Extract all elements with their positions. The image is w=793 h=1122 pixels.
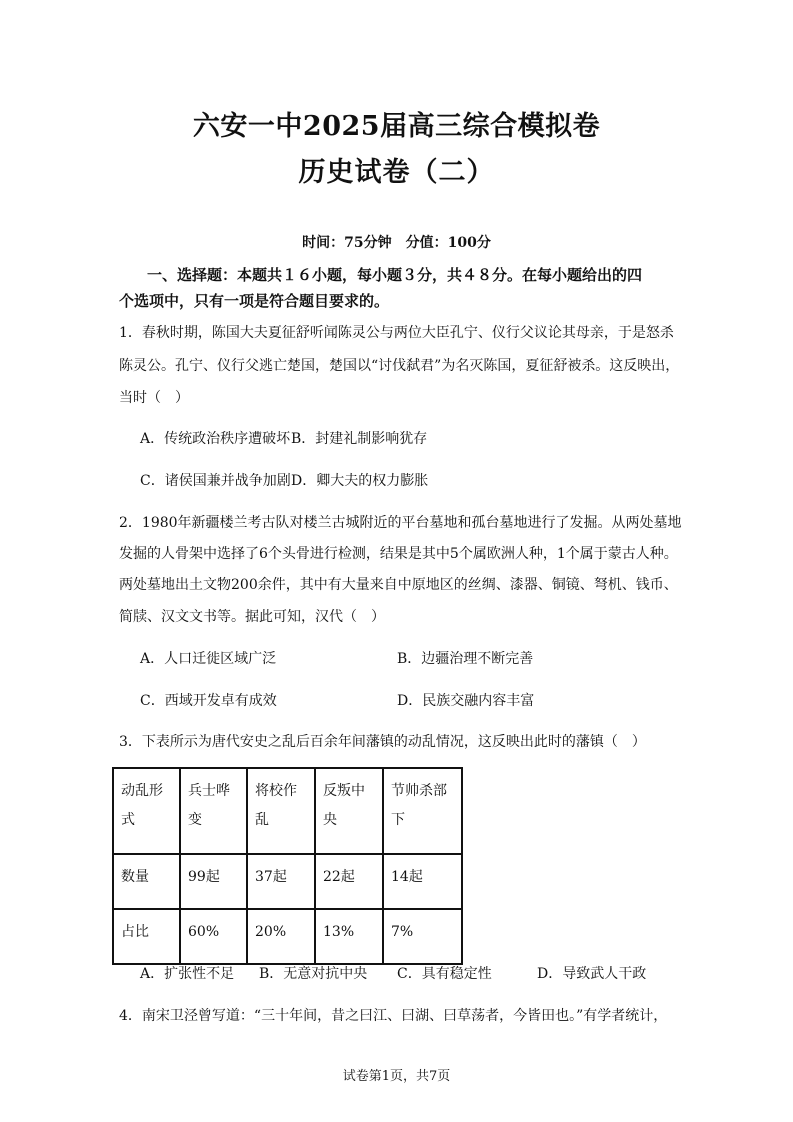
table-header-cell: 将校作 乱 — [247, 768, 315, 854]
table-cell: 20% — [247, 909, 315, 964]
q2-option-d: D．民族交融内容丰富 — [397, 693, 535, 709]
table-header-cell: 动乱形 式 — [113, 768, 180, 854]
q2-option-b: B．边疆治理不断完善 — [397, 651, 534, 667]
table-header-cell: 反叛中 央 — [315, 768, 383, 854]
q2-line4: 简牍、汉文文书等。据此可知，汉代（ ） — [119, 609, 385, 625]
exam-title: 六安一中2025届高三综合模拟卷 — [192, 111, 601, 142]
q1-option-a: A．传统政治秩序遭破坏 — [140, 431, 291, 447]
exam-meta: 时间：75分钟 分值：100分 — [302, 235, 491, 251]
q4-line1: 4．南宋卫泾曾写道：“三十年间，昔之曰江、曰湖、曰草荡者，今皆田也。”有学者统计， — [119, 1008, 668, 1024]
table-row — [113, 854, 462, 909]
table-cell: 数量 — [113, 854, 180, 909]
table-header-row — [113, 768, 462, 854]
q1-line2: 陈灵公。孔宁、仪行父逃亡楚国，楚国以“讨伐弑君”为名灭陈国，夏征舒被杀。这反映出， — [119, 358, 680, 374]
q2-option-a: A．人口迁徙区域广泛 — [140, 651, 277, 667]
table-header-cell: 兵士哗 变 — [180, 768, 247, 854]
section-heading-line1: 一、选择题：本题共１６小题，每小题３分，共４８分。在每小题给出的四 — [147, 266, 643, 284]
table-row — [113, 909, 462, 964]
section-heading-line2: 个选项中，只有一项是符合题目要求的。 — [119, 292, 390, 310]
q2-line3: 两处墓地出土文物200余件，其中有大量来自中原地区的丝绸、漆器、铜镜、弩机、钱币、 — [119, 577, 678, 593]
page-footer: 试卷第1页，共7页 — [342, 1069, 451, 1084]
q1-line3: 当时（ ） — [119, 390, 189, 406]
q3-option-a: A．扩张性不足 — [140, 966, 235, 982]
q1-option-b: B．封建礼制影响犹存 — [291, 431, 428, 447]
q3-option-c: C．具有稳定性 — [397, 966, 492, 982]
q2-line1: 2．1980年新疆楼兰考古队对楼兰古城附近的平台墓地和孤台墓地进行了发掘。从两处墓地 — [119, 515, 682, 531]
q1-option-c: C．诸侯国兼并战争加剧 — [140, 473, 291, 489]
table-cell: 37起 — [247, 854, 315, 909]
q2-option-c: C．西域开发卓有成效 — [140, 693, 277, 709]
table-cell: 占比 — [113, 909, 180, 964]
table-cell: 60% — [180, 909, 247, 964]
q1-option-d: D．卿大夫的权力膨胀 — [291, 473, 429, 489]
table-cell: 22起 — [315, 854, 383, 909]
q1-line1: 1．春秋时期，陈国大夫夏征舒听闻陈灵公与两位大臣孔宁、仪行父议论其母亲，于是怒杀 — [119, 325, 674, 341]
table-cell: 13% — [315, 909, 383, 964]
table-header-cell: 节帅杀部 下 — [383, 768, 462, 854]
q3-table — [112, 767, 463, 965]
table-cell: 14起 — [383, 854, 462, 909]
q2-line2: 发掘的人骨架中选择了6个头骨进行检测，结果是其中5个属欧洲人种，1个属于蒙古人种。 — [119, 546, 678, 562]
table-cell: 7% — [383, 909, 462, 964]
q3-option-d: D．导致武人干政 — [537, 966, 647, 982]
q3-option-b: B．无意对抗中央 — [259, 966, 368, 982]
exam-subtitle: 历史试卷（二） — [298, 157, 495, 188]
q3-stem: 3．下表所示为唐代安史之乱后百余年间藩镇的动乱情况，这反映出此时的藩镇（ ） — [119, 734, 646, 750]
table-cell: 99起 — [180, 854, 247, 909]
